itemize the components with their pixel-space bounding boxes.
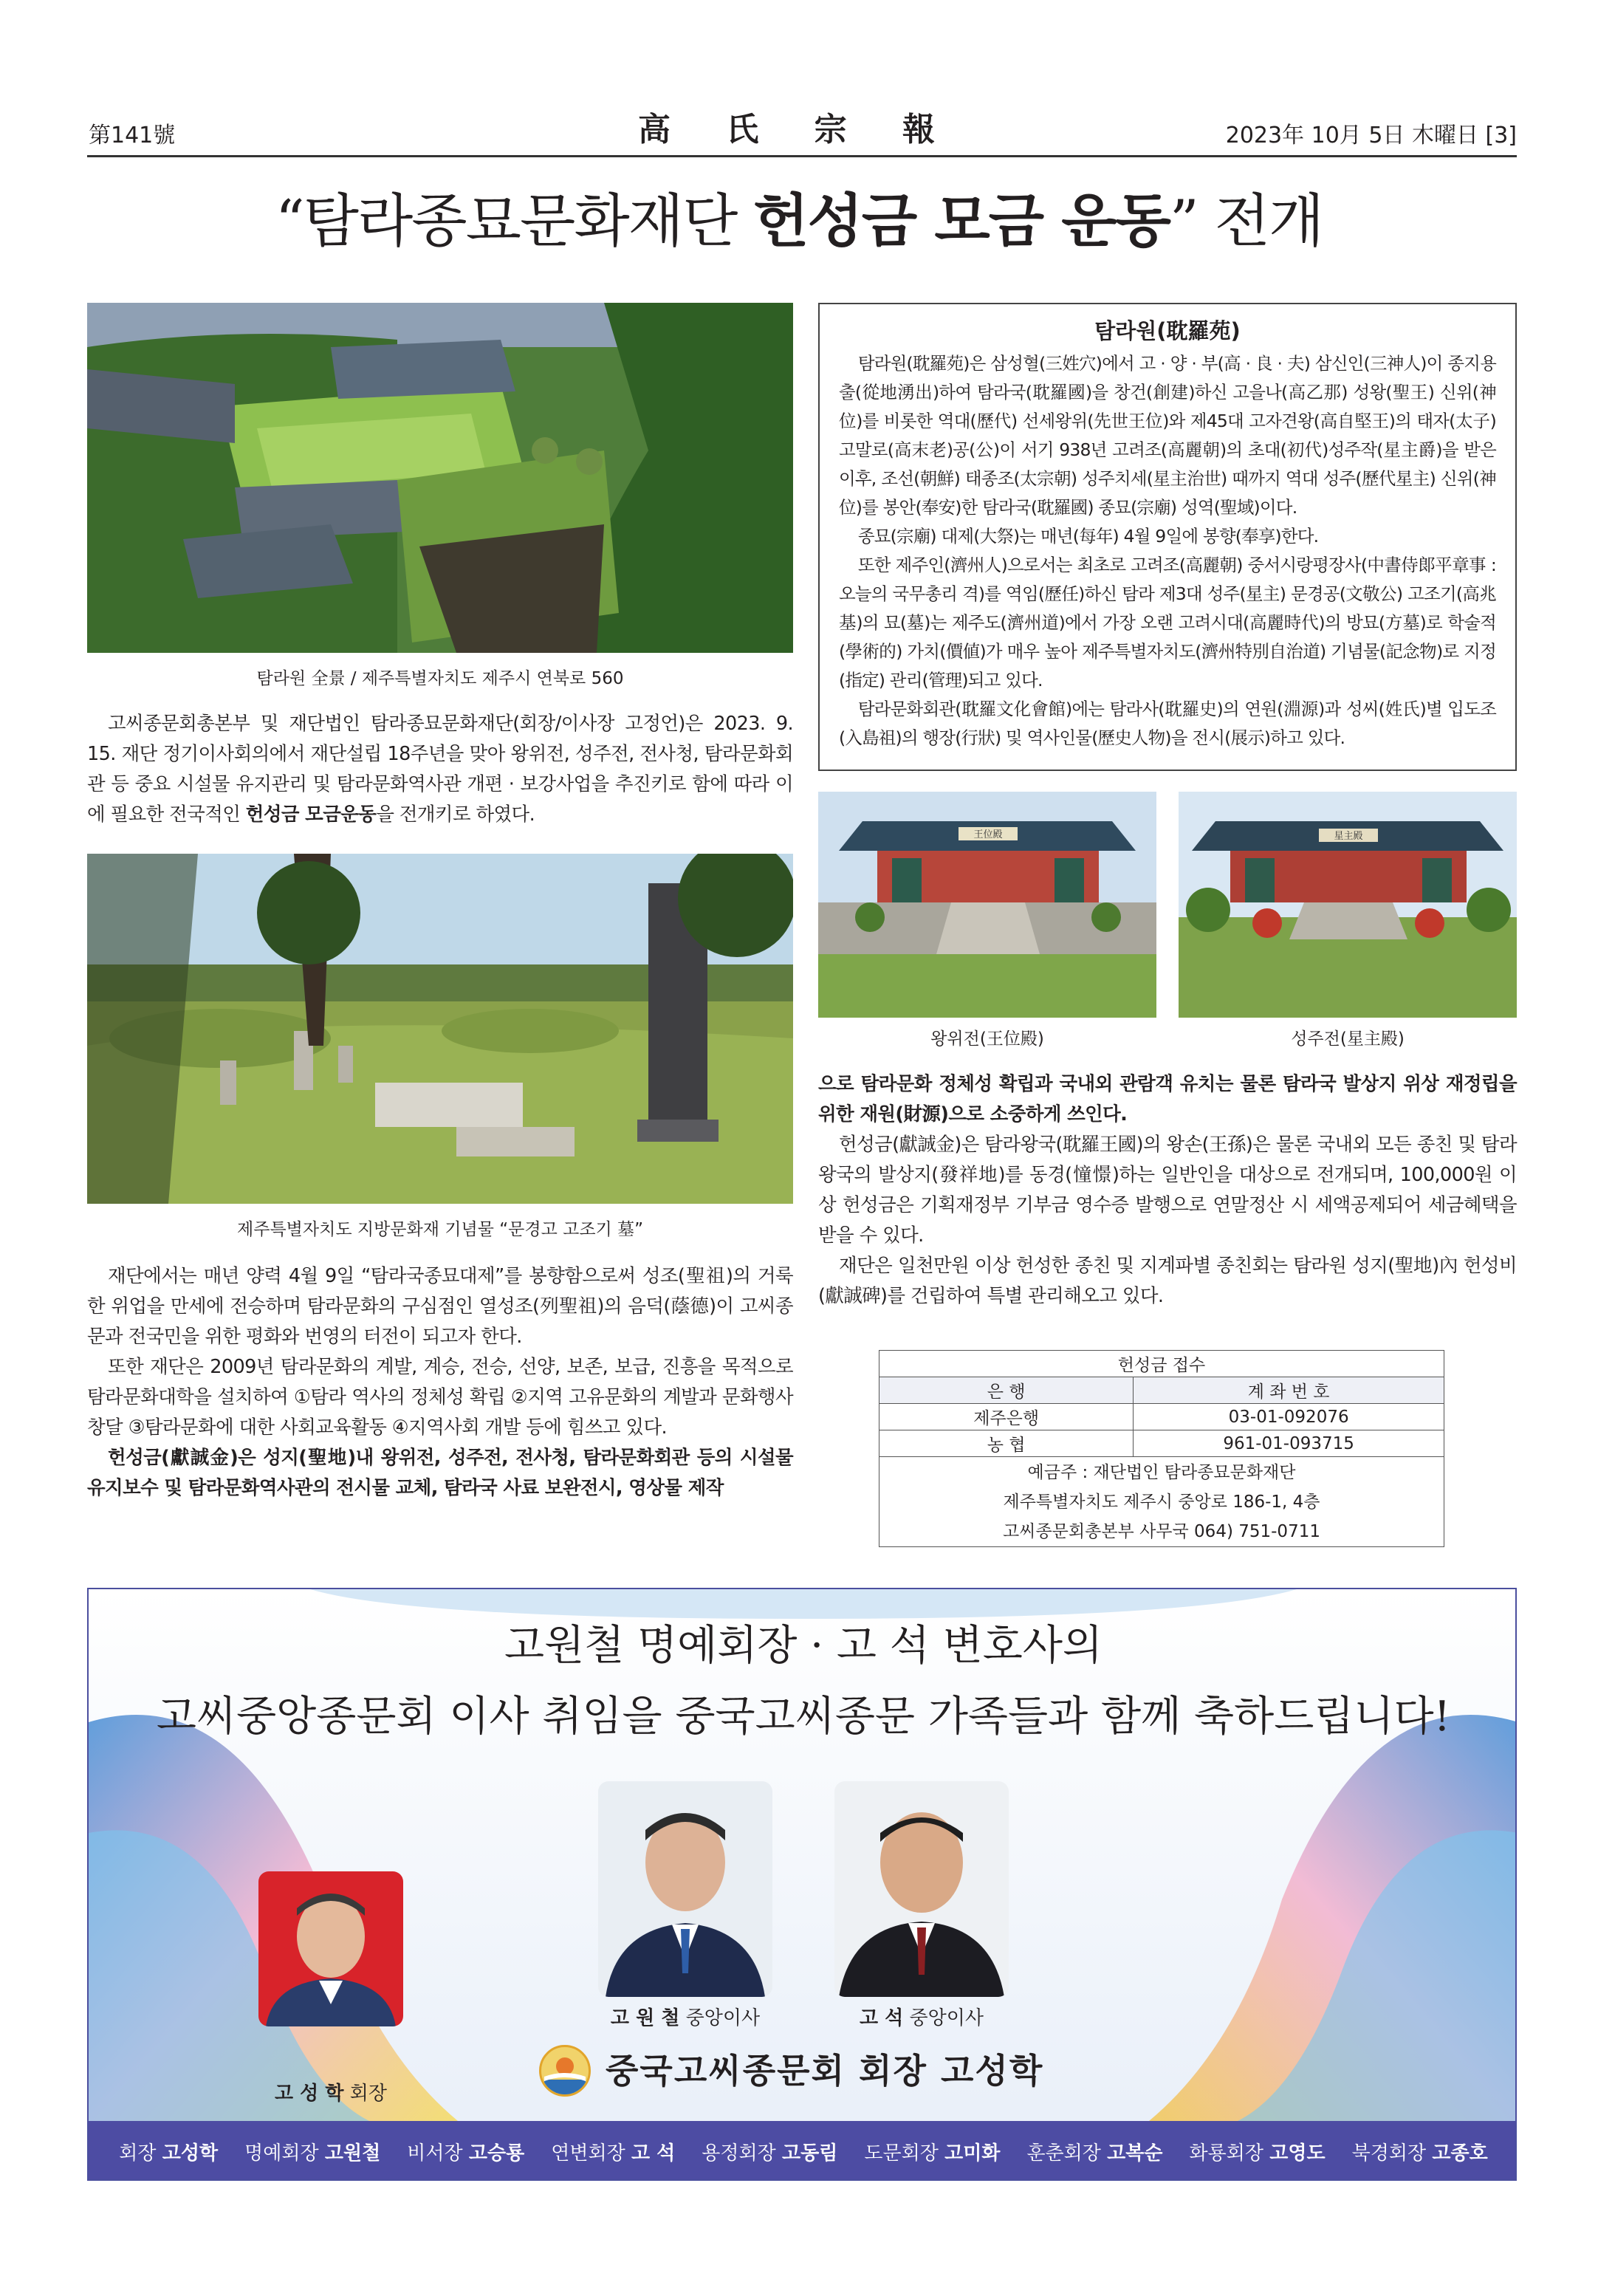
ad-headline-1: 고원철 명예회장 · 고 석 변호사의 [504, 1622, 1103, 1670]
headline: “탐라종묘문화재단 헌성금 모금 운동” 전개 [275, 188, 1323, 255]
header-rule [87, 155, 1517, 157]
congratulation-ad [87, 1588, 1517, 2181]
paper-title: 高 氏 宗 報 [638, 111, 957, 148]
photo3-caption: 왕위전(王位殿) [930, 1029, 1044, 1049]
bank-name: 제주은행 [879, 1404, 1134, 1430]
person2-label: 고 원 철 중앙이사 [610, 2007, 761, 2029]
account-holder: 예금주 : 재단법인 탐라종묘문화재단 [1027, 1462, 1296, 1482]
ad-footer-officers [89, 2121, 1517, 2181]
info-box-para: 종묘(宗廟) 대제(大祭)는 매년(每年) 4월 9일에 봉향(奉享)한다. [857, 526, 1319, 546]
photo-tamnawon-aerial [87, 303, 793, 653]
donation-account-table [879, 1350, 1444, 1547]
officer: 연변회장 고 석 [551, 2142, 676, 2165]
officer: 북경회장 고종호 [1351, 2142, 1488, 2165]
person1-label: 고 성 학 회장 [275, 2083, 387, 2105]
info-box-para: 탐라원(耽羅苑)은 삼성혈(三姓穴)에서 고 · 양 · 부(高 · 良 · 夫) 삼신인(三神人)이 종지용출(從地湧出)하여 탐라국(耽羅國)을 창건(創建)하신 고을나(高乙那) 성왕(聖王) 신위(神位)를 비롯한 역대(歷代) 선세왕위(先世王位)와 제45대 고자견왕(高自堅王)의 태자(太子) 고말로(高末老)공(公)이 서기 938년 고려조(高麗朝)의 초대(初代)성주작(星主爵)을 받은 이후, 조선(朝鮮) 태종조(太宗朝) 성주치세(星主治世) 때까지 역대 성주(歷代星主) 신위(神位)를 봉안(奉安)한 탐라국(耽羅國) 종묘(宗廟) 성역(聖域)이다. [839, 353, 1496, 518]
bank-name: 농 협 [879, 1430, 1134, 1457]
foundation-address: 제주특별자치도 제주시 중앙로 186-1, 4층 [1003, 1492, 1320, 1512]
officer: 용정회장 고동림 [702, 2142, 838, 2165]
article-body-col2: 으로 탐라문화 정체성 확립과 국내외 관람객 유치는 물론 탐라국 발상지 위상 재정립을 위한 재원(財源)으로 소중하게 쓰인다. 헌성금(獻誠金)은 탐라왕국(耽羅王國)의 왕손(王孫)은 물론 국내외 모든 종친 및 탐라왕국의 발상지(發祥地)를 동경(憧憬)하는 일반인을 대상으로 전개되며, 100,000원 이상 헌성금은 기획재정부 기부금 영수증 발행으로 연말정산 시 세액공제되어 세금혜택을 받을 수 있다. 재단은 일천만원 이상 헌성한 종친 및 지계파별 종친회는 탐라원 성지(聖地)內 헌성비(獻誠碑)를 건립하여 특별 관리해오고 있다. [818, 1073, 1517, 1307]
officer: 명예회장 고원철 [244, 2142, 381, 2165]
photo1-caption: 탐라원 全景 / 제주특별자치도 제주시 연북로 560 [256, 669, 624, 688]
wangwijeon-signboard: 王位殿 [973, 829, 1003, 840]
seongjujeon-signboard: 星主殿 [1334, 831, 1363, 842]
table-header: 계 좌 번 호 [1134, 1377, 1444, 1404]
photo-seongjujeon [1179, 792, 1517, 1018]
article-intro: 고씨종문회총본부 및 재단법인 탐라종묘문화재단(회장/이사장 고정언)은 2023. 9. 15. 재단 정기이사회의에서 재단설립 18주년을 맞아 왕위전, 성주전, 전사청, 탐라문화회관 등 중요 시설물 유지관리 및 탐라문화역사관 개편 · 보강사업을 추진키로 함에 따라 이에 필요한 전국적인 헌성금 모금운동을 전개키로 하였다. [87, 713, 793, 826]
portrait-go-woncheol [598, 1781, 772, 1997]
officer: 도문회장 고미화 [864, 2142, 1001, 2165]
table-title: 헌성금 접수 [879, 1351, 1444, 1377]
portrait-go-seok [834, 1781, 1009, 1997]
issue-date: 2023年 10月 5日 木曜日 [3] [1225, 123, 1517, 148]
officer: 회장 고성학 [119, 2142, 219, 2165]
clan-association-name: 중국고씨종문회 회장 고성학 [606, 2051, 1044, 2091]
ad-headline-2: 고씨중앙종문회 이사 취임을 중국고씨종문 가족들과 함께 축하드립니다! [156, 1693, 1451, 1741]
person3-label: 고 석 중앙이사 [859, 2007, 984, 2029]
clan-association-logo [539, 2045, 591, 2097]
foundation-contact: 고씨종문회총본부 사무국 064) 751-0711 [1003, 1521, 1320, 1541]
info-box-para: 탐라문화회관(耽羅文化會館)에는 탐라사(耽羅史)의 연원(淵源)과 성씨(姓氏)별 입도조(入島祖)의 행장(行狀) 및 역사인물(歷史人物)을 전시(展示)하고 있다. [839, 699, 1496, 748]
officer: 화룡회장 고영도 [1189, 2142, 1326, 2165]
photo2-caption: 제주특별자치도 지방문화재 기념물 “문경고 고조기 墓” [237, 1220, 643, 1239]
table-row [879, 1430, 1444, 1457]
table-row [879, 1404, 1444, 1430]
photo-wangwijeon [818, 792, 1156, 1018]
info-box-title: 탐라원(耽羅苑) [1094, 318, 1241, 343]
info-box-para: 또한 제주인(濟州人)으로서는 최초로 고려조(高麗朝) 중서시랑평장사(中書侍郞平章事 : 오늘의 국무총리 격)를 역임(歷任)하신 탐라 제3대 성주(星主) 문경공(文敬公) 고조기(高兆基)의 묘(墓)는 제주도(濟州道)에서 가장 오랜 고려시대(高麗時代)의 방묘(方墓)로 학술적(學術的) 가치(價値)가 매우 높아 제주특별자치도(濟州特別自治道) 기념물(記念物)로 지정(指定) 관리(管理)되고 있다. [839, 555, 1496, 690]
photo-gojogi-tomb [87, 854, 793, 1204]
officer: 훈춘회장 고복순 [1026, 2142, 1163, 2165]
photo4-caption: 성주전(星主殿) [1291, 1029, 1405, 1049]
portrait-go-seonghak [258, 1871, 403, 2026]
account-number: 03-01-092076 [1134, 1404, 1444, 1430]
table-header: 은 행 [879, 1377, 1134, 1404]
article-body-col1: 재단에서는 매년 양력 4월 9일 “탐라국종묘대제”를 봉향함으로써 성조(聖祖)의 거룩한 위업을 만세에 전승하며 탐라문화의 구심점인 열성조(列聖祖)의 음덕(蔭德)이 고씨종문과 전국민을 위한 평화와 번영의 터전이 되고자 한다. 또한 재단은 2009년 탐라문화의 계발, 계승, 전승, 선양, 보존, 보급, 진흥을 목적으로 탐라문화대학을 설치하여 ①탐라 역사의 정체성 확립 ②지역 고유문화의 계발과 문화행사 창달 ③탐라문화에 대한 사회교육활동 ④지역사회 개발 등에 힘쓰고 있다. 헌성금(獻誠金)은 성지(聖地)내 왕위전, 성주전, 전사청, 탐라문화회관 등의 시설물 유지보수 및 탐라문화역사관의 전시물 교체, 탐라국 사료 보완전시, 영상물 제작 [87, 1265, 793, 1499]
issue-number: 第141號 [89, 123, 176, 148]
officer: 비서장 고승룡 [407, 2142, 525, 2165]
account-number: 961-01-093715 [1134, 1430, 1444, 1457]
tamnawon-info-box [818, 303, 1517, 771]
